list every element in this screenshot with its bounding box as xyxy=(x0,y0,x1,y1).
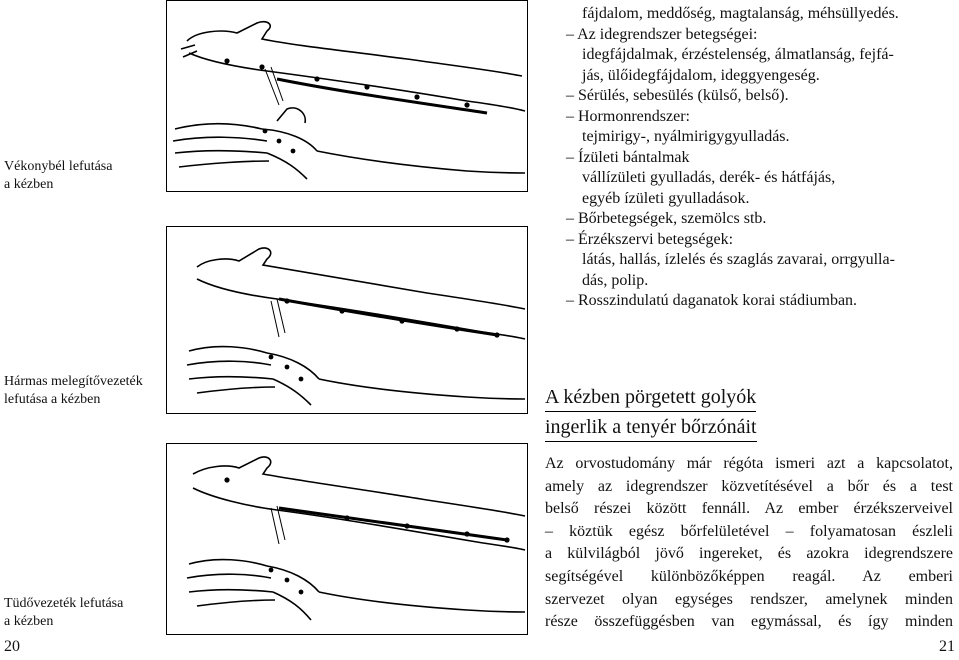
caption-lung xyxy=(4,595,123,631)
list-item: látás, hallás, ízlelés és szaglás zavarai, orrgyulla- xyxy=(582,251,895,268)
list-item: jás, ülőidegfájdalom, ideggyengeség. xyxy=(582,66,820,84)
paragraph-line: a külvilágból jövő ingereket, és azokra idegrendszere xyxy=(545,545,953,563)
caption-small-intestine xyxy=(4,158,112,194)
list-item: – Bőrbetegségek, szemölcs stb. xyxy=(566,210,767,227)
arm-illustration-2 xyxy=(167,227,527,413)
paragraph-line: Az orvostudomány már régóta ismeri azt a kapcsolatot, xyxy=(545,455,953,472)
caption-line: a kézben xyxy=(4,614,54,629)
caption-line: Tüdővezeték lefutása xyxy=(4,596,124,611)
arm-illustration-3 xyxy=(167,444,527,634)
list-item: fájdalom, meddőség, magtalanság, méhsüllyedés. xyxy=(582,5,899,22)
list-item: egyéb ízületi gyulladások. xyxy=(582,189,750,207)
list-item: tejmirigy-, nyálmirigygyulladás. xyxy=(582,128,790,145)
heading-line: A kézben pörgetett golyók xyxy=(545,384,756,412)
list-item: – Hormonrendszer: xyxy=(566,107,690,125)
list-item: – Ízületi bántalmak xyxy=(566,148,690,166)
page-number-left: 20 xyxy=(4,638,20,655)
figure-lung-meridian xyxy=(166,443,528,635)
list-item: – Érzékszervi betegségek: xyxy=(566,230,734,248)
page-number-right: 21 xyxy=(939,638,955,655)
body-paragraph xyxy=(545,453,953,634)
arm-illustration-1 xyxy=(167,1,527,191)
list-item: – Sérülés, sebesülés (külső, belső). xyxy=(566,87,789,104)
caption-line: a kézben xyxy=(4,177,54,192)
list-item: dás, polip. xyxy=(582,271,649,289)
condition-list xyxy=(552,4,957,312)
paragraph-line: segítségével különbözőképpen reagál. Az emberi xyxy=(545,567,953,585)
caption-line: Vékonybél lefutása xyxy=(4,159,113,174)
heading-line: ingerlik a tenyér bőrzónáit xyxy=(545,414,757,442)
caption-triple-heater xyxy=(4,373,143,409)
list-item: – Rosszindulatú daganatok korai stádiumban. xyxy=(566,292,858,309)
section-heading xyxy=(545,384,795,444)
list-item: vállízületi gyulladás, derék- és hátfájás, xyxy=(582,169,836,186)
paragraph-line: – köztük egész bőrfelületével – folyamatosan észleli xyxy=(545,522,953,540)
paragraph-line: része összefüggésben van egymással, és így minden xyxy=(545,613,953,631)
paragraph-line: amely az idegrendszer közvetítésével a bőr és a test xyxy=(545,477,953,495)
caption-line: Hármas melegítővezeték xyxy=(4,374,143,389)
list-item: – Az idegrendszer betegségei: xyxy=(566,25,758,43)
paragraph-line: szervezet olyan egységes rendszer, amelynek minden xyxy=(545,590,953,608)
list-item: idegfájdalmak, érzéstelenség, álmatlanság, fejfá- xyxy=(582,46,894,63)
paragraph-line: belső részei között fennáll. Az ember érzékszerveivel xyxy=(545,500,953,518)
figure-small-intestine-meridian xyxy=(166,0,528,192)
figure-triple-heater-meridian xyxy=(166,226,528,414)
caption-line: lefutása a kézben xyxy=(4,392,101,407)
